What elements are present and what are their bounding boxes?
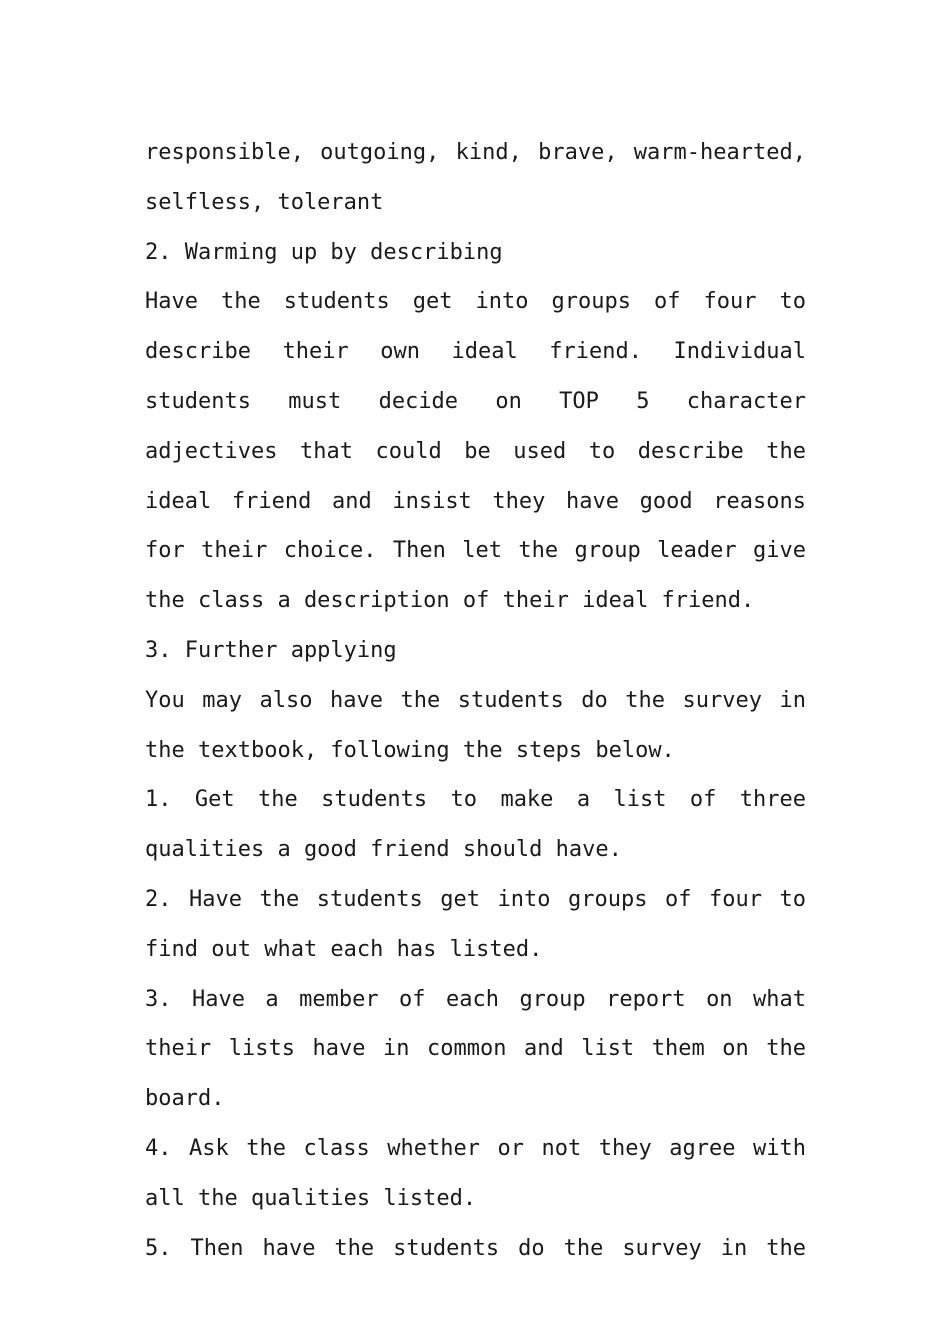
section-heading-warming-up: 2. Warming up by describing bbox=[145, 239, 503, 265]
step-3: 3. Have a member of each group report on what their lists have in common and list them on the board. bbox=[145, 986, 806, 1112]
paragraph-survey-intro: You may also have the students do the survey in the textbook, following the steps below. bbox=[145, 687, 806, 763]
step-2: 2. Have the students get into groups of four to find out what each has listed. bbox=[145, 886, 806, 962]
step-1: 1. Get the students to make a list of three qualities a good friend should have. bbox=[145, 787, 806, 863]
paragraph-warming-up: Have the students get into groups of four to describe their own ideal friend. Individual students must decide on TOP 5 character adjectives that could be used to describe the ideal friend and insist they have good reasons for their choice. Then let the group leader give the class a description of their ideal friend. bbox=[145, 289, 806, 614]
document-body bbox=[145, 128, 806, 1273]
step-5: 5. Then have the students do the survey in the bbox=[145, 1235, 806, 1261]
paragraph-adjective-list: responsible, outgoing, kind, brave, warm-hearted, bbox=[145, 140, 806, 165]
step-4: 4. Ask the class whether or not they agree with all the qualities listed. bbox=[145, 1135, 806, 1211]
section-heading-further-applying: 3. Further applying bbox=[145, 637, 397, 663]
paragraph-adjective-list-end: selfless, tolerant bbox=[145, 189, 384, 215]
